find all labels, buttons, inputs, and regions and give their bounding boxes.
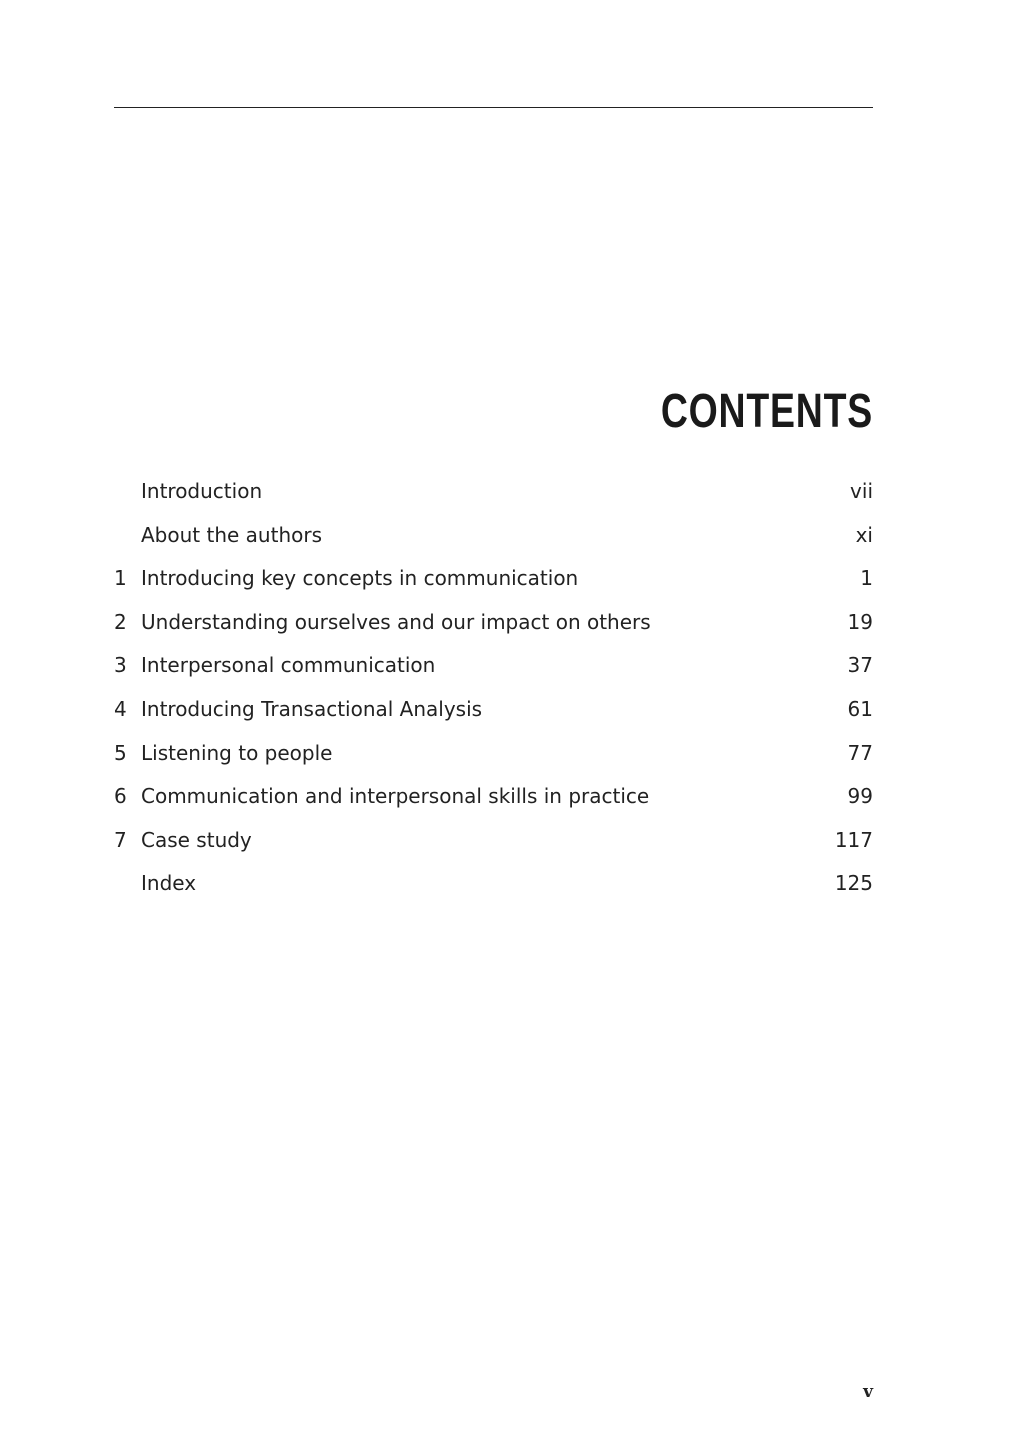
toc-entry-chapter-1[interactable] [114,557,873,601]
toc-entry-chapter-2[interactable] [114,601,873,645]
toc-entry-chapter-4[interactable] [114,688,873,732]
toc-entry-title: Interpersonal communication [141,653,436,678]
toc-entry-title: Introducing key concepts in communication [141,566,579,591]
toc-entry-number: 3 [114,653,127,678]
toc-entry-page: xi [855,522,873,547]
toc-entry-chapter-3[interactable] [114,644,873,688]
toc-entry-title: Introduction [141,479,263,503]
toc-entry-title: Index [141,871,197,896]
toc-entry-title: Understanding ourselves and our impact on others [141,609,651,634]
toc-entry-page: 77 [847,740,873,765]
table-of-contents [114,470,873,906]
toc-entry-page: vii [850,479,873,503]
toc-entry-page: 117 [834,827,873,852]
toc-entry-number: 4 [114,696,127,721]
toc-entry-number: 5 [114,740,127,765]
toc-entry-page: 37 [847,653,873,678]
toc-entry-page: 99 [847,784,873,809]
toc-entry-page: 61 [847,696,873,721]
page-number: v [863,1382,873,1402]
toc-entry-number: 2 [114,609,127,634]
toc-entry-chapter-7[interactable] [114,819,873,863]
toc-entry-chapter-5[interactable] [114,732,873,776]
toc-entry-page: 1 [860,566,873,591]
toc-entry-page: 19 [847,609,873,634]
toc-entry-title: Communication and interpersonal skills in practice [141,784,650,809]
toc-entry-chapter-6[interactable] [114,775,873,819]
toc-entry-page: 125 [834,871,873,896]
toc-entry-number: 6 [114,784,127,809]
page-title: CONTENTS [660,385,873,438]
toc-entry-introduction[interactable] [114,470,873,514]
toc-entry-about-the-authors[interactable] [114,514,873,558]
toc-entry-title: Listening to people [141,740,333,765]
top-rule [114,107,873,108]
toc-entry-number: 1 [114,566,127,591]
toc-entry-title: About the authors [141,522,322,547]
toc-entry-number: 7 [114,827,127,852]
toc-entry-title: Case study [141,827,252,852]
toc-entry-index[interactable] [114,862,873,906]
toc-entry-title: Introducing Transactional Analysis [141,696,483,721]
